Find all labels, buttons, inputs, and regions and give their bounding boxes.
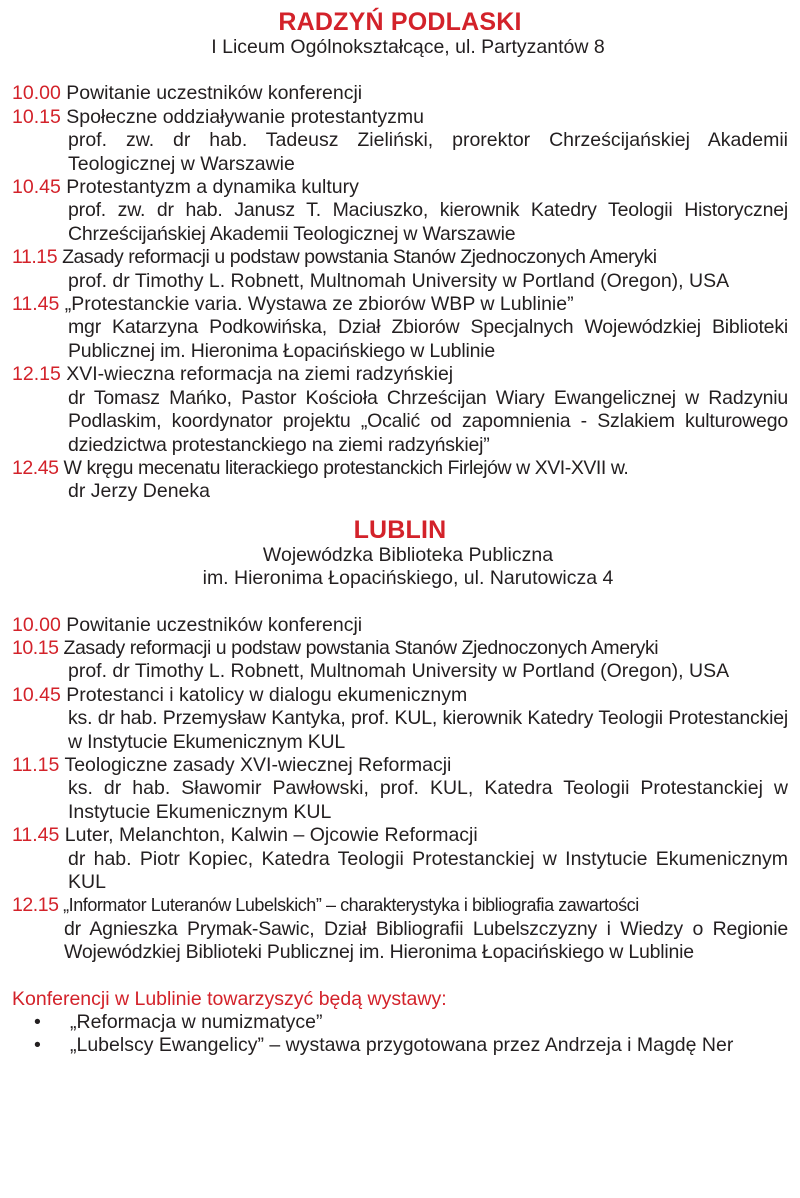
program-item bbox=[12, 293, 788, 363]
item-speaker: ks. dr hab. Sławomir Pawłowski, prof. KUL, Katedra Teologii Protestanckiej w Instytucie Ekumenicznym KUL bbox=[68, 777, 788, 823]
item-time: 10.15 bbox=[12, 636, 59, 659]
venue-lublin-line-1: Wojewódzka Biblioteka Publiczna bbox=[262, 543, 554, 566]
item-time: 10.15 bbox=[12, 105, 61, 128]
item-time: 12.45 bbox=[12, 456, 59, 479]
program-item bbox=[12, 637, 788, 684]
item-title: W kręgu mecenatu literackiego protestanckich Firlejów w XVI-XVII w. bbox=[63, 456, 629, 479]
city-heading-radzyn: RADZYŃ PODLASKI bbox=[278, 8, 522, 36]
item-speaker: ks. dr hab. Przemysław Kantyka, prof. KUL, kierownik Katedry Teologii Protestanckiej w Instytucie Ekumenicznym KUL bbox=[68, 707, 788, 753]
program-item bbox=[12, 684, 788, 754]
city-heading-lublin: LUBLIN bbox=[353, 515, 447, 544]
item-title: Protestantyzm a dynamika kultury bbox=[66, 176, 359, 199]
item-title: Społeczne oddziaływanie protestantyzmu bbox=[66, 105, 424, 128]
item-speaker: dr Agnieszka Prymak-Sawic, Dział Bibliografii Lubelszczyzny i Wiedzy o Regionie Wojewódzkiej Biblioteki Publicznej im. Hieronima Łopacińskiego w Lublinie bbox=[64, 917, 788, 964]
program-item bbox=[12, 106, 788, 176]
item-time: 11.15 bbox=[12, 246, 58, 269]
exhibition-text: „Reformacja w numizmatyce” bbox=[70, 1011, 323, 1034]
program-item bbox=[12, 824, 788, 894]
program-item bbox=[12, 457, 788, 504]
item-speaker: prof. zw. dr hab. Janusz T. Maciuszko, kierownik Katedry Teologii Historycznej Chrześcijańskiej Akademii Teologicznej w Warszawie bbox=[68, 199, 788, 245]
exhibitions-heading: Konferencji w Lublinie towarzyszyć będą wystawy: bbox=[12, 987, 447, 1010]
item-title: „Informator Luteranów Lubelskich” – charakterystyka i bibliografia zawartości bbox=[63, 895, 639, 916]
item-title: Protestanci i katolicy w dialogu ekumenicznym bbox=[66, 683, 468, 706]
venue-radzyn: I Liceum Ogólnokształcące, ul. Partyzantów 8 bbox=[211, 36, 605, 58]
item-speaker: dr hab. Piotr Kopiec, Katedra Teologii Protestanckiej w Instytucie Ekumenicznym KUL bbox=[68, 847, 788, 893]
exhibitions-list bbox=[12, 1011, 788, 1058]
item-time: 11.15 bbox=[12, 753, 60, 776]
item-title: Powitanie uczestników konferencji bbox=[66, 82, 363, 105]
item-title: Zasady reformacji u podstaw powstania Stanów Zjednoczonych Ameryki bbox=[63, 636, 659, 659]
program-item bbox=[12, 82, 788, 105]
item-speaker: prof. dr Timothy L. Robnett, Multnomah University w Portland (Oregon), USA bbox=[68, 660, 730, 683]
item-title: XVI-wieczna reformacja na ziemi radzyńskiej bbox=[66, 363, 454, 386]
item-time: 10.00 bbox=[12, 82, 61, 105]
item-time: 10.00 bbox=[12, 613, 61, 636]
item-time: 12.15 bbox=[12, 894, 59, 917]
item-title: Zasady reformacji u podstaw powstania Stanów Zjednoczonych Ameryki bbox=[62, 246, 657, 269]
item-title: „Protestanckie varia. Wystawa ze zbiorów WBP w Lublinie” bbox=[64, 293, 574, 316]
item-title: Powitanie uczestników konferencji bbox=[66, 613, 363, 636]
item-time: 10.45 bbox=[12, 176, 61, 199]
item-title: Teologiczne zasady XVI-wiecznej Reformacji bbox=[64, 753, 452, 776]
item-title: Luter, Melanchton, Kalwin – Ojcowie Reformacji bbox=[64, 824, 478, 847]
exhibition-item bbox=[12, 1034, 788, 1057]
item-time: 11.45 bbox=[12, 824, 60, 847]
item-speaker: dr Tomasz Mańko, Pastor Kościoła Chrześcijan Wiary Ewangelicznej w Radzyniu Podlaskim, koordynator projektu „Ocalić od zapomnienia - Szlakiem kulturowego dziedzictwa protestanckiego na ziemi radzyńskiej” bbox=[68, 386, 788, 456]
item-speaker: prof. dr Timothy L. Robnett, Multnomah University w Portland (Oregon), USA bbox=[68, 269, 730, 292]
conference-programme bbox=[12, 8, 788, 1058]
item-speaker: dr Jerzy Deneka bbox=[68, 480, 210, 503]
item-speaker: prof. zw. dr hab. Tadeusz Zieliński, prorektor Chrześcijańskiej Akademii Teologicznej w Warszawie bbox=[68, 129, 788, 175]
venue-lublin-line-2: im. Hieronima Łopacińskiego, ul. Narutowicza 4 bbox=[202, 567, 614, 590]
exhibition-text: „Lubelscy Ewangelicy” – wystawa przygotowana przez Andrzeja i Magdę Ner bbox=[70, 1034, 734, 1057]
item-time: 12.15 bbox=[12, 363, 61, 386]
program-item bbox=[12, 614, 788, 637]
program-item bbox=[12, 363, 788, 457]
program-item bbox=[12, 894, 788, 964]
program-item bbox=[12, 246, 788, 293]
bullet-icon: • bbox=[34, 1034, 41, 1057]
item-speaker: mgr Katarzyna Podkowińska, Dział Zbiorów Specjalnych Wojewódzkiej Biblioteki Publicznej im. Hieronima Łopacińskiego w Lublinie bbox=[68, 316, 788, 362]
item-time: 10.45 bbox=[12, 683, 61, 706]
item-time: 11.45 bbox=[12, 293, 60, 316]
exhibition-item bbox=[12, 1011, 788, 1034]
program-item bbox=[12, 754, 788, 824]
program-item bbox=[12, 176, 788, 246]
bullet-icon: • bbox=[34, 1011, 41, 1034]
